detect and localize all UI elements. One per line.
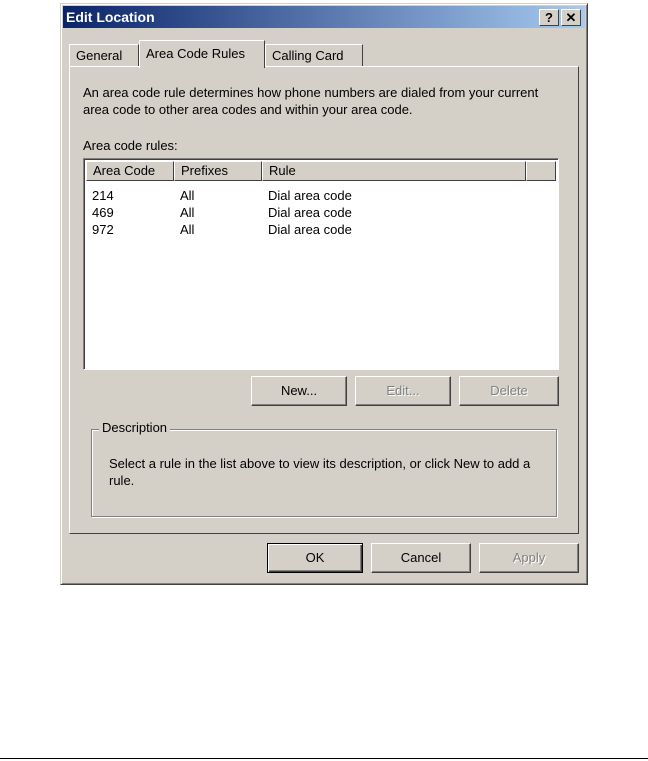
intro-text: An area code rule determines how phone numbers are dialed from your current area code to other area codes and within your area code. [83, 85, 539, 117]
table-row[interactable] [92, 204, 532, 221]
page-divider [0, 758, 648, 759]
cell-area-code: 972 [92, 222, 114, 237]
apply-button[interactable]: Apply [479, 543, 579, 573]
window-title: Edit Location [66, 9, 155, 25]
table-row[interactable] [92, 221, 532, 238]
column-header-area-code[interactable]: Area Code [86, 161, 174, 181]
column-header-filler [526, 161, 556, 181]
help-button[interactable] [539, 9, 559, 26]
cell-prefixes: All [180, 222, 195, 237]
list-header [86, 161, 556, 181]
cell-area-code: 469 [92, 205, 114, 220]
description-text: Select a rule in the list above to view its description, or click New to add a rule. [109, 456, 531, 488]
close-button[interactable] [561, 9, 581, 26]
cell-prefixes: All [180, 205, 195, 220]
description-title: Description [99, 420, 170, 435]
tab-general[interactable]: General [69, 44, 139, 66]
close-icon: ✕ [565, 10, 577, 25]
column-header-prefixes[interactable]: Prefixes [174, 161, 262, 181]
tab-calling-card[interactable]: Calling Card [265, 44, 363, 66]
tab-area-code-rules[interactable]: Area Code Rules [139, 40, 265, 68]
column-header-rule[interactable]: Rule [262, 161, 526, 181]
cell-rule: Dial area code [268, 188, 352, 203]
ok-button[interactable]: OK [267, 543, 363, 573]
cancel-button[interactable]: Cancel [371, 543, 471, 573]
help-icon: ? [545, 10, 553, 25]
edit-rule-button[interactable]: Edit... [355, 376, 451, 406]
cell-rule: Dial area code [268, 205, 352, 220]
cell-area-code: 214 [92, 188, 114, 203]
area-code-rules-list[interactable] [83, 158, 559, 370]
list-rows [92, 187, 532, 238]
area-code-rules-label: Area code rules: [83, 138, 178, 153]
table-row[interactable] [92, 187, 532, 204]
new-rule-button[interactable]: New... [251, 376, 347, 406]
cell-rule: Dial area code [268, 222, 352, 237]
edit-location-dialog [60, 3, 588, 585]
delete-rule-button[interactable]: Delete [459, 376, 559, 406]
title-bar[interactable] [63, 6, 585, 28]
cell-prefixes: All [180, 188, 195, 203]
